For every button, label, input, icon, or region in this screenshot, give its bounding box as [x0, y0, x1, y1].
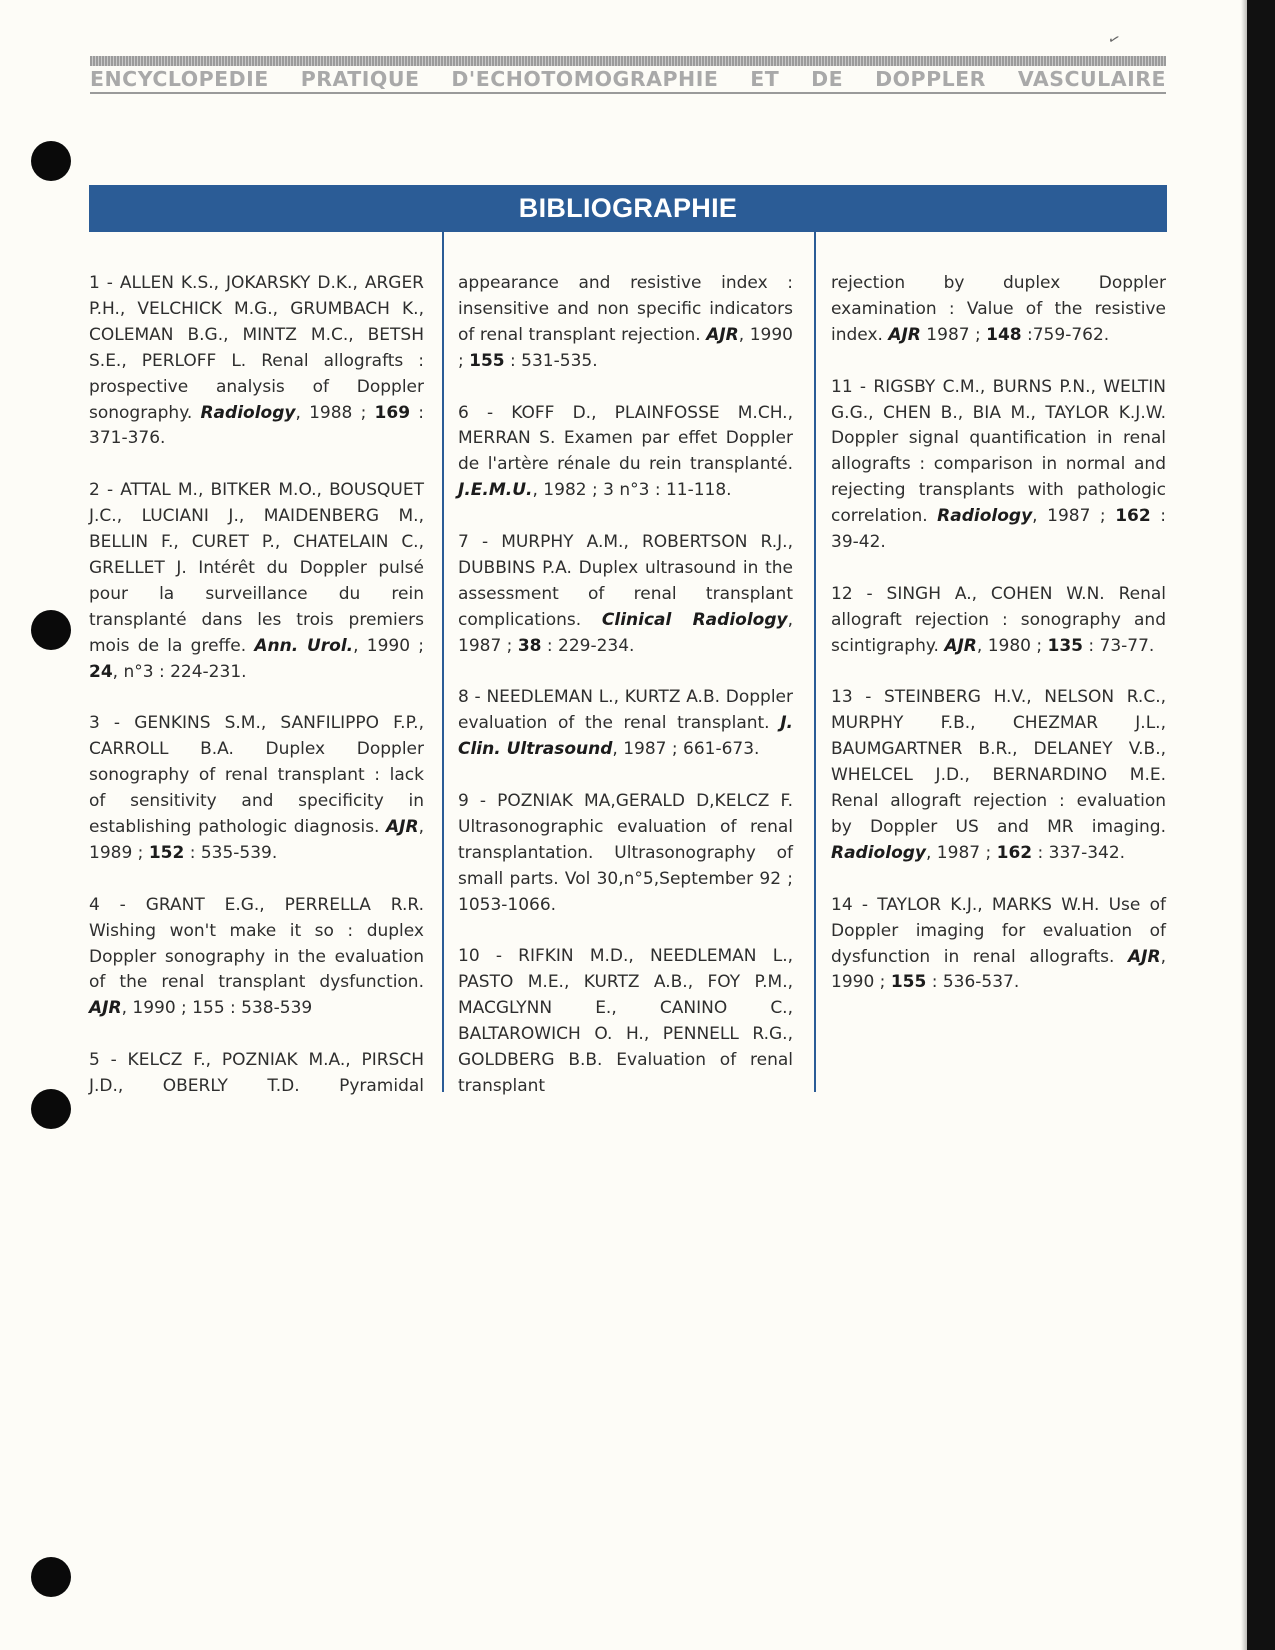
header-stripe	[90, 56, 1166, 66]
reference-entry: 12 - SINGH A., COHEN W.N. Renal allograft rejection : sonography and scintigraphy. AJR, 1980 ; 135 : 73-77.	[831, 583, 1166, 656]
bibliography-column-2	[458, 271, 793, 1126]
header-rule	[90, 92, 1166, 94]
reference-entry: 9 - POZNIAK MA,GERALD D,KELCZ F. Ultrasonographic evaluation of renal transplantation. Ultrasonography of small parts. Vol 30,n°5,September 92 ; 1053-1066.	[458, 791, 793, 915]
page-edge-shadow	[1247, 0, 1275, 1650]
reference-entry: appearance and resistive index : insensitive and non specific indicators of renal transplant rejection. AJR, 1990 ; 155 : 531-535.	[458, 273, 793, 371]
pencil-tick-icon: ✓	[1105, 30, 1123, 50]
reference-entry: 11 - RIGSBY C.M., BURNS P.N., WELTIN G.G., CHEN B., BIA M., TAYLOR K.J.W. Doppler signal quantification in renal allografts : comparison in normal and rejecting transplants with pathologic correlation. Radiology, 1987 ; 162 : 39-42.	[831, 376, 1166, 553]
punch-hole-icon	[31, 1089, 71, 1129]
reference-entry: 7 - MURPHY A.M., ROBERTSON R.J., DUBBINS P.A. Duplex ultrasound in the assessment of renal transplant complications. Clinical Radiology, 1987 ; 38 : 229-234.	[458, 532, 793, 656]
reference-entry: 14 - TAYLOR K.J., MARKS W.H. Use of Doppler imaging for evaluation of dysfunction in renal allografts. AJR, 1990 ; 155 : 536-537.	[831, 894, 1166, 993]
running-header-title: ENCYCLOPEDIE PRATIQUE D'ECHOTOMOGRAPHIE ET DE DOPPLER VASCULAIRE	[90, 67, 1166, 91]
section-title: BIBLIOGRAPHIE	[518, 193, 738, 223]
reference-entry: 5 - KELCZ F., POZNIAK M.A., PIRSCH J.D., OBERLY T.D. Pyramidal	[89, 1050, 424, 1097]
reference-entry: 1 - ALLEN K.S., JOKARSKY D.K., ARGER P.H., VELCHICK M.G., GRUMBACH K., COLEMAN B.G., MINTZ M.C., BETSH S.E., PERLOFF L. Renal allografts : prospective analysis of Doppler sonography. Radiology, 1988 ; 169 : 371-376.	[89, 273, 425, 449]
reference-entry: 13 - STEINBERG H.V., NELSON R.C., MURPHY F.B., CHEZMAR J.L., BAUMGARTNER B.R., DELANEY V.B., WHELCEL J.D., BERNARDINO M.E. Renal allograft rejection : evaluation by Doppler US and MR imaging. Radiology, 1987 ; 162 : 337-342.	[831, 687, 1166, 863]
reference-entry: 8 - NEEDLEMAN L., KURTZ A.B. Doppler evaluation of the renal transplant. J. Clin. Ultrasound, 1987 ; 661-673.	[458, 687, 793, 760]
column-divider	[442, 232, 444, 1092]
reference-entry: 10 - RIFKIN M.D., NEEDLEMAN L., PASTO M.E., KURTZ A.B., FOY P.M., MACGLYNN E., CANINO C., BALTAROWICH O. H., PENNELL R.G., GOLDBERG B.B. Evaluation of renal transplant	[458, 946, 793, 1097]
running-header	[90, 56, 1166, 94]
reference-entry: 6 - KOFF D., PLAINFOSSE M.CH., MERRAN S. Examen par effet Doppler de l'artère rénale du rein transplanté. J.E.M.U., 1982 ; 3 n°3 : 11-118.	[458, 402, 793, 501]
reference-entry: 2 - ATTAL M., BITKER M.O., BOUSQUET J.C., LUCIANI J., MAIDENBERG M., BELLIN F., CURET P., CHATELAIN C., GRELLET J. Intérêt du Doppler pulsé pour la surveillance du rein transplanté dans les trois premiers mois de la greffe. Ann. Urol., 1990 ; 24, n°3 : 224-231.	[89, 480, 424, 682]
reference-entry: 3 - GENKINS S.M., SANFILIPPO F.P., CARROLL B.A. Duplex Doppler sonography of renal transplant : lack of sensitivity and specificity in establishing pathologic diagnosis. AJR, 1989 ; 152 : 535-539.	[89, 713, 424, 863]
punch-hole-icon	[31, 141, 71, 181]
section-banner	[89, 185, 1167, 232]
punch-hole-icon	[31, 1557, 71, 1597]
reference-entry: 4 - GRANT E.G., PERRELLA R.R. Wishing won't make it so : duplex Doppler sonography in the evaluation of the renal transplant dysfunction. AJR, 1990 ; 155 : 538-539	[89, 894, 424, 1019]
reference-entry: rejection by duplex Doppler examination : Value of the resistive index. AJR 1987 ; 148 :759-762.	[831, 273, 1166, 345]
punch-hole-icon	[31, 610, 71, 650]
bibliography-column-3	[831, 271, 1166, 1022]
column-divider	[814, 232, 816, 1092]
bibliography-column-1	[89, 271, 424, 1126]
